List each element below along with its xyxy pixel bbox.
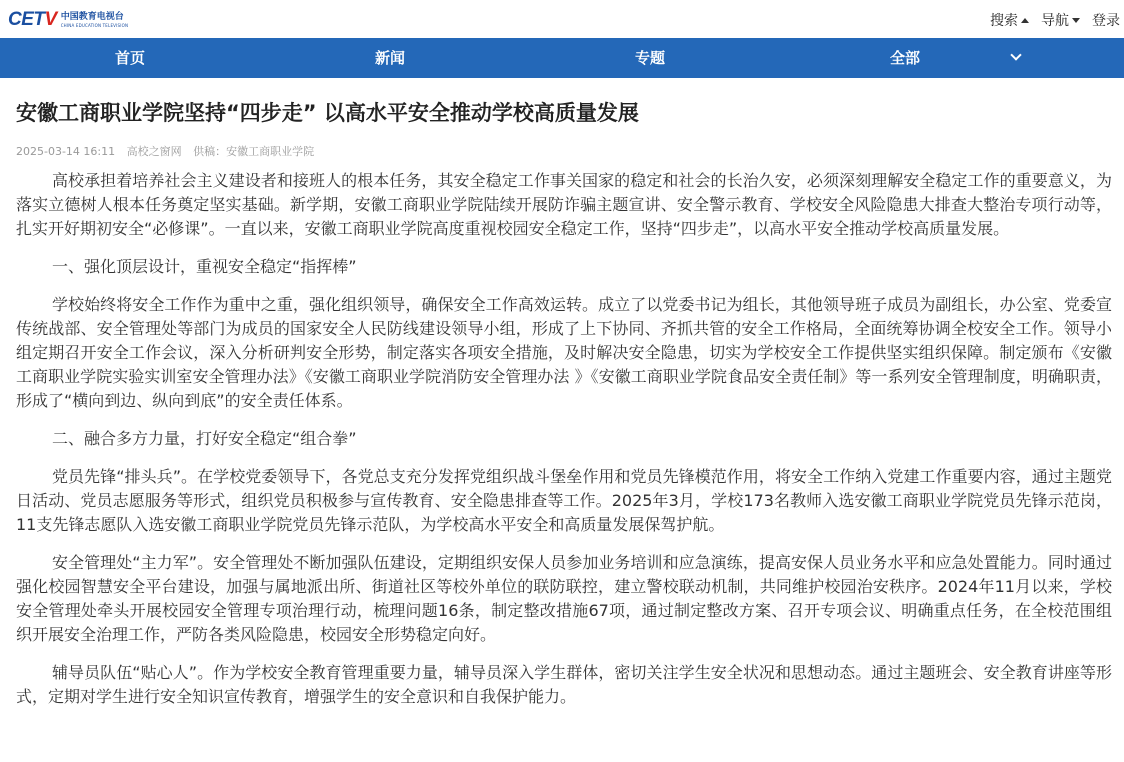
caret-down-icon — [1072, 18, 1080, 23]
top-links — [978, 10, 1120, 30]
search-link[interactable] — [990, 10, 1029, 30]
logo-chinese-name: 中国教育电视台 — [60, 11, 124, 22]
logo-mark: CETV — [8, 9, 57, 30]
article-provider: 供稿：安徽工商职业学院 — [193, 145, 315, 158]
article-title: 安徽工商职业学院坚持“四步走” 以高水平安全推动学校高质量发展 — [16, 101, 639, 125]
article-paragraph: 高校承担着培养社会主义建设者和接班人的根本任务，其安全稳定工作事关国家的稳定和社会的长治久安，必须深刻理解安全稳定工作的重要意义，为落实立德树人根本任务奠定坚实基础。新学期，安徽工商职业学院陆续开展防诈骗主题宣讲、安全警示教育、学校安全风险隐患大排查大整治专项行动等，扎实开好期初安全“必修课”。一直以来，安徽工商职业学院高度重视校园安全稳定工作，坚持“四步走”，以高水平安全推动学校高质量发展。 — [16, 171, 1112, 238]
logo-text — [61, 13, 128, 28]
article-paragraph: 安全管理处“主力军”。安全管理处不断加强队伍建设，定期组织安保人员参加业务培训和应急演练，提高安保人员业务水平和应急处置能力。同时通过强化校园智慧安全平台建设，加强与属地派出所、街道社区等校外单位的联防联控，建立警校联动机制，共同维护校园治安秩序。2024年11月以来，学校安全管理处牵头开展校园安全管理专项治理行动，梳理问题16条，制定整改措施67项，通过制定整改方案、召开专项会议、明确重点任务，在全校范围组织开展安全治理工作，严防各类风险隐患，校园安全形势稳定向好。 — [16, 553, 1112, 644]
nav-topics[interactable]: 专题 — [635, 49, 666, 67]
nav-all[interactable]: 全部 — [890, 49, 921, 67]
article-source[interactable]: 高校之窗网 — [126, 145, 182, 158]
article-paragraph: 党员先锋“排头兵”。在学校党委领导下，各党总支充分发挥党组织战斗堡垒作用和党员先锋模范作用，将安全工作纳入党建工作重要内容，通过主题党日活动、党员志愿服务等形式，组织党员积极参与宣传教育、安全隐患排查等工作。2025年3月，学校173名教师入选安徽工商职业学院党员先锋示范岗，11支先锋志愿队入选安徽工商职业学院党员先锋示范队，为学校高水平安全和高质量发展保驾护航。 — [16, 467, 1112, 534]
article — [0, 98, 1124, 709]
top-bar — [0, 0, 1124, 38]
login-link[interactable] — [1092, 10, 1120, 30]
section-heading: 一、强化顶层设计，重视安全稳定“指挥棒” — [52, 257, 357, 276]
section-heading: 二、融合多方力量，打好安全稳定“组合拳” — [52, 429, 357, 448]
navigation-link[interactable] — [1041, 10, 1080, 30]
article-meta — [16, 144, 1112, 160]
logo-english-name: CHINA EDUCATION TELEVISION — [60, 22, 129, 28]
article-paragraph: 学校始终将安全工作作为重中之重，强化组织领导，确保安全工作高效运转。成立了以党委书记为组长，其他领导班子成员为副组长，办公室、党委宣传统战部、安全管理处等部门为成员的国家安全人民防线建设领导小组，形成了上下协同、齐抓共管的安全工作格局，全面统筹协调全校安全工作。领导小组定期召开安全工作会议，深入分析研判安全形势，制定落实各项安全措施，及时解决安全隐患，切实为学校安全工作提供坚实组织保障。制定颁布《安徽工商职业学院实验实训室安全管理办法》《安徽工商职业学院消防安全管理办法 》《安徽工商职业学院食品安全责任制》等一系列安全管理制度，明确职责，形成了“横向到边、纵向到底”的安全责任体系。 — [16, 295, 1112, 410]
article-date: 2025-03-14 16:11 — [16, 145, 116, 158]
article-paragraph: 辅导员队伍“贴心人”。作为学校安全教育管理重要力量，辅导员深入学生群体，密切关注学生安全状况和思想动态。通过主题班会、安全教育讲座等形式，定期对学生进行安全知识宣传教育，增强学生的安全意识和自我保护能力。 — [16, 663, 1112, 706]
navigation-link-label: 导航 — [1041, 13, 1069, 29]
chevron-down-icon[interactable] — [1010, 49, 1021, 60]
login-link-label: 登录 — [1092, 13, 1120, 29]
caret-up-icon — [1021, 18, 1029, 23]
nav-news[interactable]: 新闻 — [375, 49, 406, 67]
main-nav — [0, 38, 1124, 78]
cetv-logo[interactable] — [8, 9, 128, 31]
search-link-label: 搜索 — [990, 13, 1018, 29]
nav-home[interactable]: 首页 — [115, 49, 146, 67]
